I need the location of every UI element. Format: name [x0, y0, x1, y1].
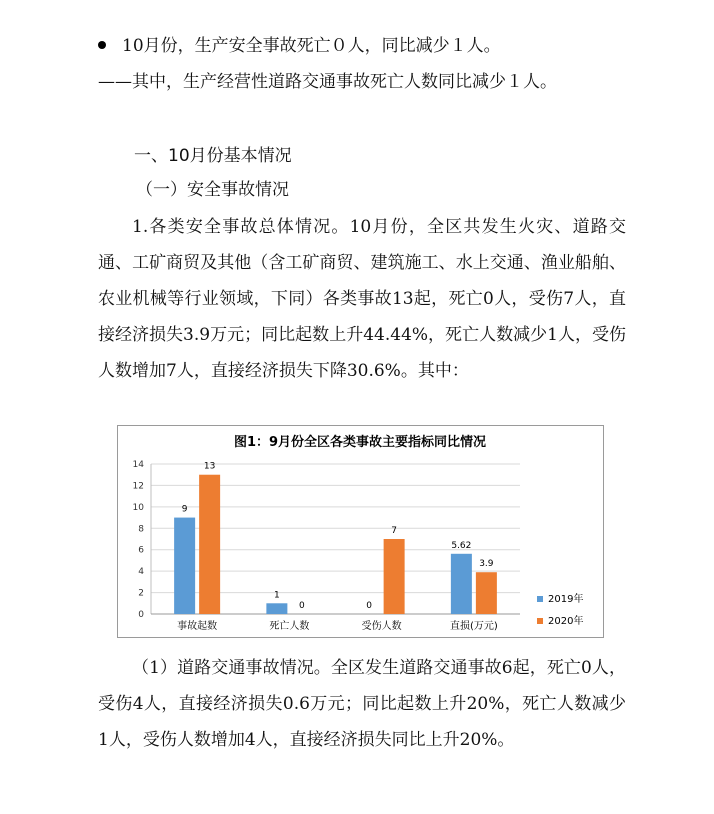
chart — [117, 425, 604, 638]
data-label: 0 — [299, 601, 305, 611]
paragraph-overview: 1.各类安全事故总体情况。10月份，全区共发生火灾、道路交通、工矿商贸及其他（含工矿商贸、建筑施工、水上交通、渔业船舶、农业机械等行业领域，下同）各类事故13起，死亡0人，受伤7人，直接经济损失3.9万元；同比起数上升44.44%，死亡人数减少1人，受伤人数增加7人，直接经济损失下降30.6%。其中： — [98, 217, 626, 381]
y-tick-label: 10 — [132, 502, 144, 513]
legend-swatch — [537, 618, 543, 624]
x-tick-label: 事故起数 — [177, 621, 218, 632]
data-label: 9 — [181, 504, 188, 515]
summary-bullet-text: 10月份，生产安全事故死亡０人，同比减少１人。 — [122, 36, 501, 56]
y-tick-label: 4 — [138, 567, 144, 578]
chart-title: 图1：9月份全区各类事故主要指标同比情况 — [233, 435, 487, 450]
data-label: 1 — [274, 590, 280, 601]
legend-label: 2019年 — [548, 594, 584, 605]
legend-label: 2020年 — [548, 616, 584, 627]
legend-swatch — [537, 596, 543, 602]
data-label: 0 — [366, 601, 372, 611]
x-tick-label: 死亡人数 — [269, 621, 310, 632]
y-tick-label: 6 — [138, 545, 144, 556]
y-tick-label: 12 — [132, 481, 144, 492]
data-label: 13 — [203, 461, 216, 472]
data-label: 3.9 — [479, 559, 494, 570]
summary-sub: ——其中，生产经营性道路交通事故死亡人数同比减少１人。 — [98, 72, 557, 92]
chart-svg — [118, 426, 603, 637]
sub-section-title: （一）安全事故情况 — [136, 180, 289, 200]
summary-bullet — [98, 36, 501, 56]
paragraph-road-traffic: （1）道路交通事故情况。全区发生道路交通事故6起，死亡0人，受伤4人，直接经济损失0.6万元；同比起数上升20%，死亡人数减少1人，受伤人数增加4人，直接经济损失同比上升20%。 — [98, 658, 626, 750]
bar-2020 — [476, 572, 497, 614]
bar-2020 — [384, 539, 405, 614]
y-tick-label: 8 — [138, 524, 144, 535]
x-tick-label: 受伤人数 — [361, 621, 402, 632]
y-tick-label: 0 — [138, 610, 144, 620]
bar-2019 — [266, 603, 287, 614]
y-tick-label: 2 — [138, 588, 144, 599]
y-tick-label: 14 — [132, 460, 144, 470]
data-label: 5.62 — [451, 540, 472, 551]
bullet-dot-icon — [98, 41, 106, 49]
section-title: 一、10月份基本情况 — [134, 146, 292, 166]
x-tick-label: 直损(万元) — [449, 621, 498, 632]
bar-2019 — [174, 518, 195, 614]
data-label: 7 — [391, 526, 397, 536]
bar-2019 — [451, 554, 472, 614]
bar-2020 — [199, 475, 220, 614]
